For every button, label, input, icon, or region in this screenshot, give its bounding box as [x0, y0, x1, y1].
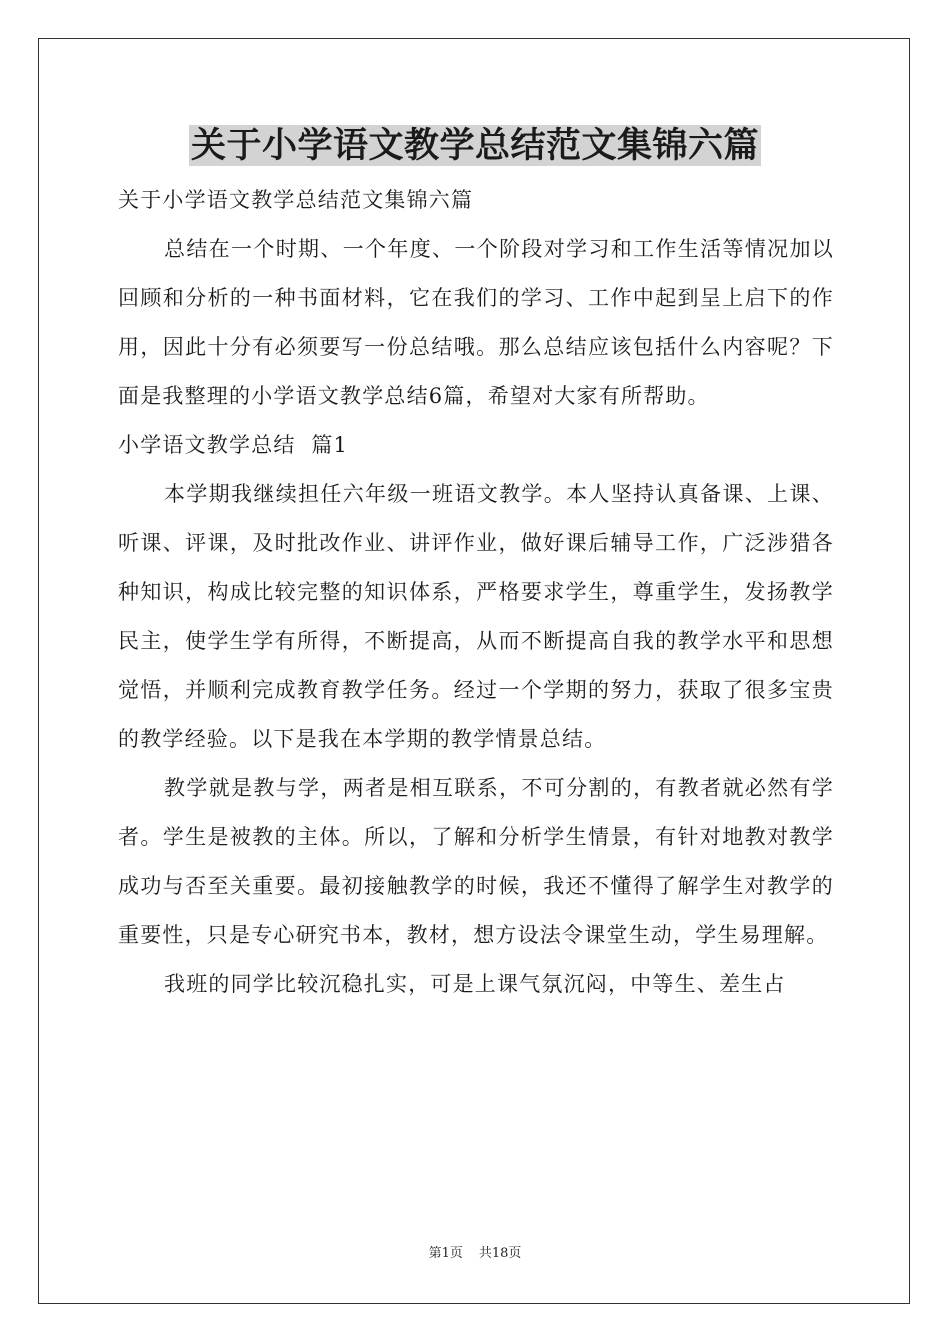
page-footer	[0, 1245, 950, 1263]
body-paragraph: 本学期我继续担任六年级一班语文教学。本人坚持认真备课、上课、听课、评课，及时批改作业、讲评作业，做好课后辅导工作，广泛涉猎各种知识，构成比较完整的知识体系，严格要求学生，尊重学生，发扬教学民主，使学生学有所得，不断提高，从而不断提高自我的教学水平和思想觉悟，并顺利完成教育教学任务。经过一个学期的努力，获取了很多宝贵的教学经验。以下是我在本学期的教学情景总结。	[118, 482, 834, 751]
subtitle-line: 关于小学语文教学总结范文集锦六篇	[118, 188, 474, 212]
page-total: 共18页	[478, 1246, 522, 1261]
intro-paragraph: 总结在一个时期、一个年度、一个阶段对学习和工作生活等情况加以回顾和分析的一种书面材料，它在我们的学习、工作中起到呈上启下的作用，因此十分有必须要写一份总结哦。那么总结应该包括什么内容呢？下面是我整理的小学语文教学总结6篇，希望对大家有所帮助。	[118, 237, 834, 408]
body-paragraph: 我班的同学比较沉稳扎实，可是上课气氛沉闷，中等生、差生占	[164, 972, 786, 996]
section-heading: 小学语文教学总结 篇1	[118, 433, 349, 457]
page-number: 第1页	[428, 1246, 463, 1261]
body-paragraph: 教学就是教与学，两者是相互联系，不可分割的，有教者就必然有学者。学生是被教的主体。所以，了解和分析学生情景，有针对地教对教学成功与否至关重要。最初接触教学的时候，我还不懂得了解学生对教学的重要性，只是专心研究书本，教材，想方设法令课堂生动，学生易理解。	[118, 776, 834, 947]
document-title-text: 关于小学语文教学总结范文集锦六篇	[190, 125, 759, 166]
document-title	[0, 123, 950, 169]
document-body	[118, 176, 834, 1009]
